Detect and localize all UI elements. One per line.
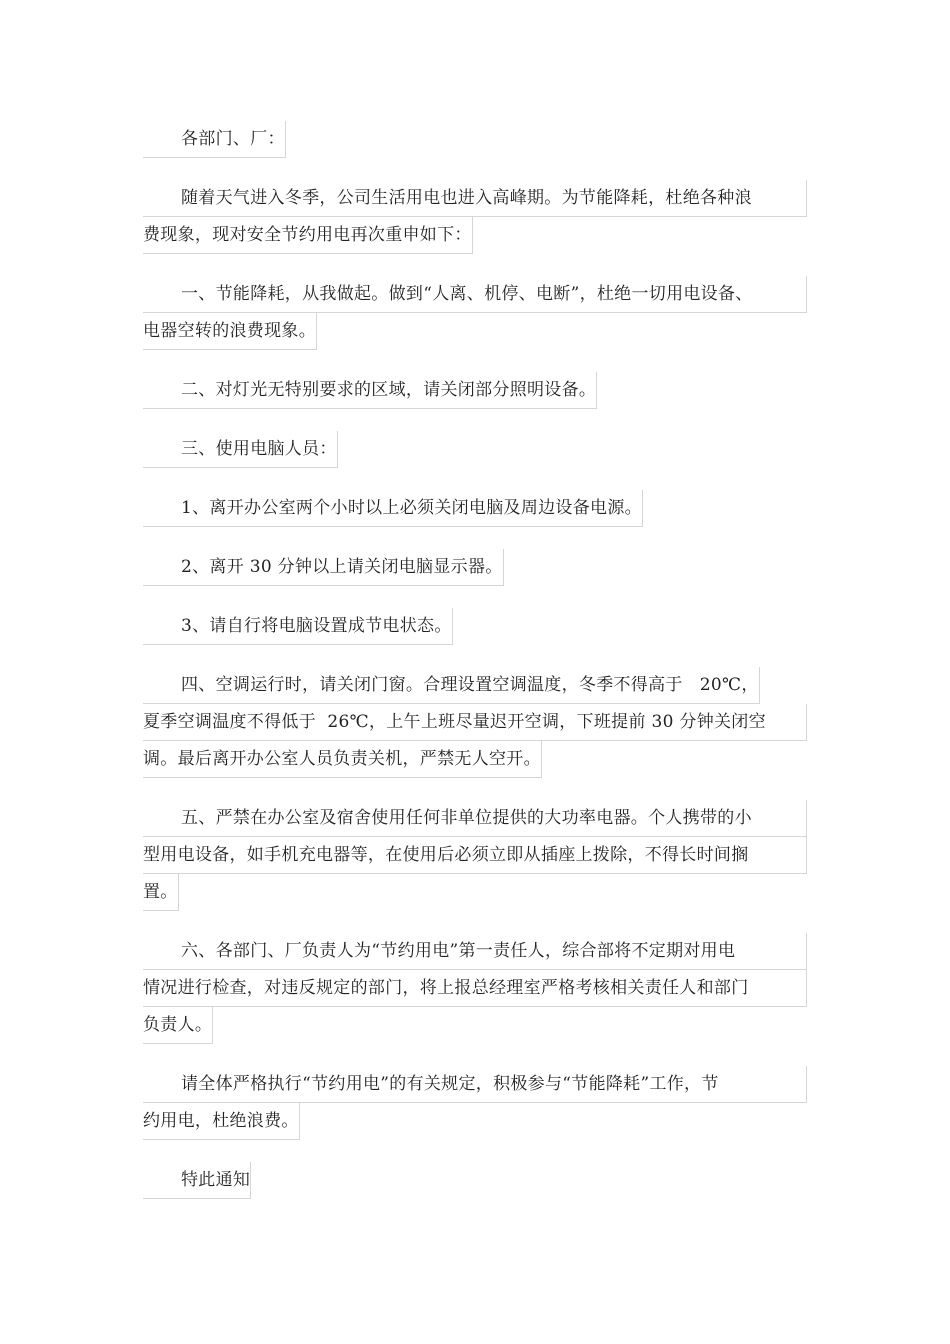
item5-line-2: 型用电设备，如手机充电器等，在使用后必须立即从插座上拨除，不得长时间搁 <box>143 837 807 874</box>
item4-line-3: 调。最后离开办公室人员负责关机，严禁无人空开。 <box>143 741 542 778</box>
intro-line-1: 随着天气进入冬季，公司生活用电也进入高峰期。为节能降耗，杜绝各种浪 <box>143 180 807 217</box>
item6-paragraph <box>143 933 807 1044</box>
item3-sub1-line: 1、离开办公室两个小时以上必须关闭电脑及周边设备电源。 <box>143 490 643 527</box>
item4-line-2: 夏季空调温度不得低于 26℃，上午上班尽量迟开空调，下班提前 30 分钟关闭空 <box>143 704 807 741</box>
closing-line-2: 约用电，杜绝浪费。 <box>143 1103 300 1140</box>
item3-paragraph <box>143 431 807 468</box>
closing-paragraph <box>143 1066 807 1140</box>
item2-line: 二、对灯光无特别要求的区域，请关闭部分照明设备。 <box>143 372 597 409</box>
item6-line-1: 六、各部门、厂负责人为“节约用电”第一责任人，综合部将不定期对用电 <box>143 933 807 970</box>
item3-sub2-paragraph <box>143 549 807 586</box>
signoff-line: 特此通知 <box>143 1162 251 1199</box>
item4-paragraph <box>143 667 807 778</box>
item6-line-2: 情况进行检查，对违反规定的部门，将上报总经理室严格考核相关责任人和部门 <box>143 970 807 1007</box>
item1-line-1: 一、节能降耗，从我做起。做到“人离、机停、电断”，杜绝一切用电设备、 <box>143 276 807 313</box>
item3-sub2-line: 2、离开 30 分钟以上请关闭电脑显示器。 <box>143 549 504 586</box>
signoff-paragraph <box>143 1162 807 1199</box>
item3-line: 三、使用电脑人员： <box>143 431 338 468</box>
item5-paragraph <box>143 800 807 911</box>
item2-paragraph <box>143 372 807 409</box>
closing-line-1: 请全体严格执行“节约用电”的有关规定，积极参与“节能降耗”工作，节 <box>143 1066 807 1103</box>
intro-line-2: 费现象，现对安全节约用电再次重申如下： <box>143 217 473 254</box>
item5-line-3: 置。 <box>143 874 179 911</box>
item3-sub1-paragraph <box>143 490 807 527</box>
item6-line-3: 负责人。 <box>143 1007 213 1044</box>
item3-sub3-paragraph <box>143 608 807 645</box>
notice-document <box>143 121 807 1199</box>
intro-paragraph <box>143 180 807 254</box>
item1-paragraph <box>143 276 807 350</box>
item4-line-1: 四、空调运行时，请关闭门窗。合理设置空调温度，冬季不得高于 20℃， <box>143 667 760 704</box>
salutation-paragraph <box>143 121 807 158</box>
item5-line-1: 五、严禁在办公室及宿舍使用任何非单位提供的大功率电器。个人携带的小 <box>143 800 807 837</box>
item3-sub3-line: 3、请自行将电脑设置成节电状态。 <box>143 608 453 645</box>
salutation-line: 各部门、厂： <box>143 121 286 158</box>
item1-line-2: 电器空转的浪费现象。 <box>143 313 317 350</box>
